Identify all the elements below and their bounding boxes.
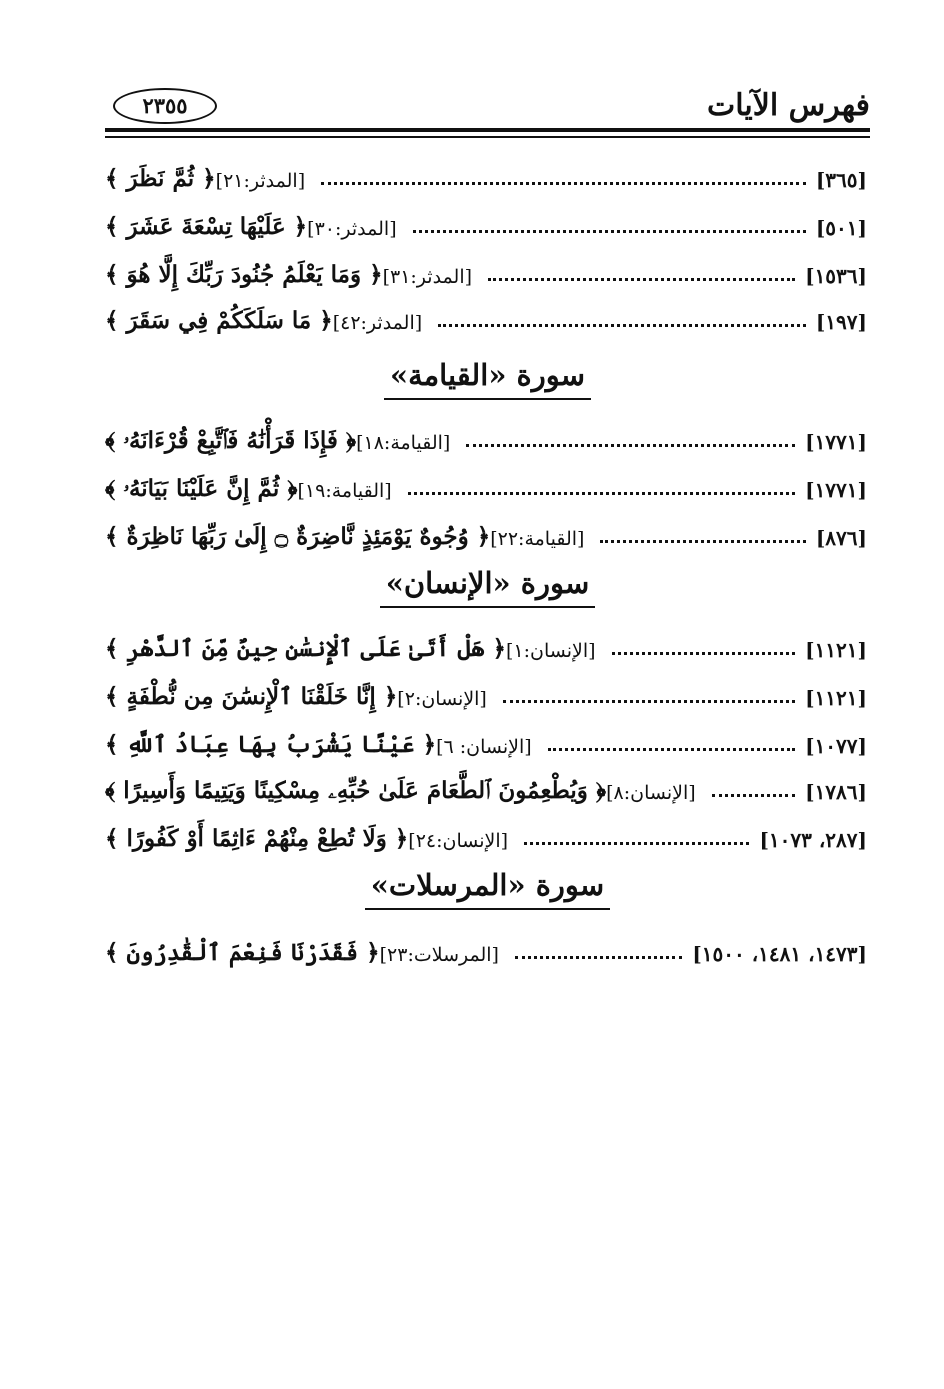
leader-dots (488, 278, 795, 281)
page-references: [١٩٧] (815, 310, 867, 334)
verse-text: ﴿ ثُمَّ إِنَّ عَلَيْنَا بَيَانَهُۥ ﴾ (105, 475, 298, 502)
index-entry (105, 300, 867, 338)
page-references: [١٧٧١] (805, 478, 867, 502)
verse-reference: [الإنسان:١] (505, 640, 596, 662)
leader-dots (600, 540, 805, 543)
index-entry (105, 932, 867, 970)
page-number: ٢٣٥٥ (113, 88, 217, 124)
page-references: [١١٢١] (805, 686, 867, 710)
leader-dots (515, 956, 682, 959)
page-references: [١٤٧٣، ١٤٨١، ١٥٠٠] (692, 942, 867, 966)
index-entry (105, 420, 867, 458)
index-entry (105, 254, 867, 292)
leader-dots (466, 444, 795, 447)
verse-text: ﴿ وُجُوهٌ يَوْمَئِذٍ نَّاضِرَةٌ ۝ إِلَىٰ رَبِّهَا نَاظِرَةٌ ﴾ (105, 523, 491, 550)
leader-dots (321, 182, 806, 185)
index-entry (105, 628, 867, 666)
verse-reference: [المدثر:٣٠] (307, 218, 397, 240)
leader-dots (438, 324, 806, 327)
index-entry (105, 468, 867, 506)
surah-title: سورة «القيامة» (384, 358, 591, 400)
verse-reference: [الإنسان:٨] (606, 782, 696, 804)
page-references: [٢٨٧، ١٠٧٣] (759, 828, 867, 852)
page-header (105, 82, 870, 132)
verse-reference: [القيامة:٢٢] (490, 528, 585, 550)
verse-text: ﴿ مَا سَلَكَكُمْ فِي سَقَرَ ﴾ (105, 307, 333, 334)
page-references: [١٧٧١] (805, 430, 867, 454)
header-rule-thin (105, 136, 870, 138)
page-references: [٨٧٦] (815, 526, 867, 550)
verse-reference: [الإنسان: ٦] (436, 736, 532, 758)
header-rule-thick (105, 128, 870, 132)
page-references: [١٥٣٦] (805, 264, 867, 288)
verse-reference: [المدثر:٢١] (215, 170, 306, 192)
verse-text: ﴿ عَيْنًا يَشْرَبُ بِهَا عِبَادُ ٱللَّهِ ﴾ (105, 731, 437, 758)
surah-heading (105, 566, 870, 608)
page-references: [١٠٧٧] (805, 734, 867, 758)
verse-text: ﴿ فَقَدَرْنَا فَنِعْمَ ٱلْقَٰدِرُونَ ﴾ (105, 939, 380, 966)
verse-reference: [الإنسان:٢] (397, 688, 487, 710)
surah-heading (105, 358, 870, 400)
page-references: [١٧٨٦] (805, 780, 867, 804)
index-entry (105, 770, 867, 808)
index-entry (105, 676, 867, 714)
leader-dots (612, 652, 796, 655)
page-title: فهرس الآيات (707, 88, 870, 123)
index-entry (105, 206, 867, 244)
verse-reference: [المدثر:٣١] (382, 266, 473, 288)
leader-dots (548, 748, 795, 751)
index-entry (105, 724, 867, 762)
leader-dots (524, 842, 749, 845)
index-entry (105, 158, 867, 196)
verse-reference: [المدثر:٤٢] (332, 312, 423, 334)
page-references: [١١٢١] (805, 638, 867, 662)
surah-title: سورة «الإنسان» (380, 566, 596, 608)
verse-text: ﴿ فَإِذَا قَرَأْنَٰهُ فَٱتَّبِعْ قُرْءَانَهُۥ ﴾ (105, 427, 357, 454)
page-references: [٣٦٥] (815, 168, 867, 192)
leader-dots (712, 794, 795, 797)
index-entry (105, 818, 867, 856)
verse-reference: [القيامة:١٩] (297, 480, 392, 502)
surah-heading (105, 868, 870, 910)
verse-text: ﴿ إِنَّا خَلَقْنَا ٱلْإِنسَٰنَ مِن نُّطْفَةٍ ﴾ (105, 683, 398, 710)
verse-reference: [المرسلات:٢٣] (379, 944, 499, 966)
verse-text: ﴿ عَلَيْهَا تِسْعَةَ عَشَرَ ﴾ (105, 213, 308, 240)
verse-text: ﴿ هَلْ أَتَىٰ عَلَى ٱلْإِنسَٰنِ حِينٌ مِّنَ ٱلدَّهْرِ ﴾ (105, 635, 506, 662)
page-references: [٥٠١] (815, 216, 867, 240)
leader-dots (408, 492, 795, 495)
verse-text: ﴿ وَمَا يَعْلَمُ جُنُودَ رَبِّكَ إِلَّا هُوَ ﴾ (105, 261, 383, 288)
verse-text: ﴿ وَلَا تُطِعْ مِنْهُمْ ءَاثِمًا أَوْ كَفُورًا ﴾ (105, 825, 409, 852)
leader-dots (503, 700, 795, 703)
verse-text: ﴿ ثُمَّ نَظَرَ ﴾ (105, 165, 216, 192)
index-entry (105, 516, 867, 554)
verse-text: ﴿ وَيُطْعِمُونَ ٱلطَّعَامَ عَلَىٰ حُبِّهِۦ مِسْكِينًا وَيَتِيمًا وَأَسِيرًا ﴾ (105, 777, 607, 804)
verse-reference: [الإنسان:٢٤] (408, 830, 509, 852)
surah-title: سورة «المرسلات» (365, 868, 610, 910)
leader-dots (413, 230, 806, 233)
verse-reference: [القيامة:١٨] (356, 432, 451, 454)
